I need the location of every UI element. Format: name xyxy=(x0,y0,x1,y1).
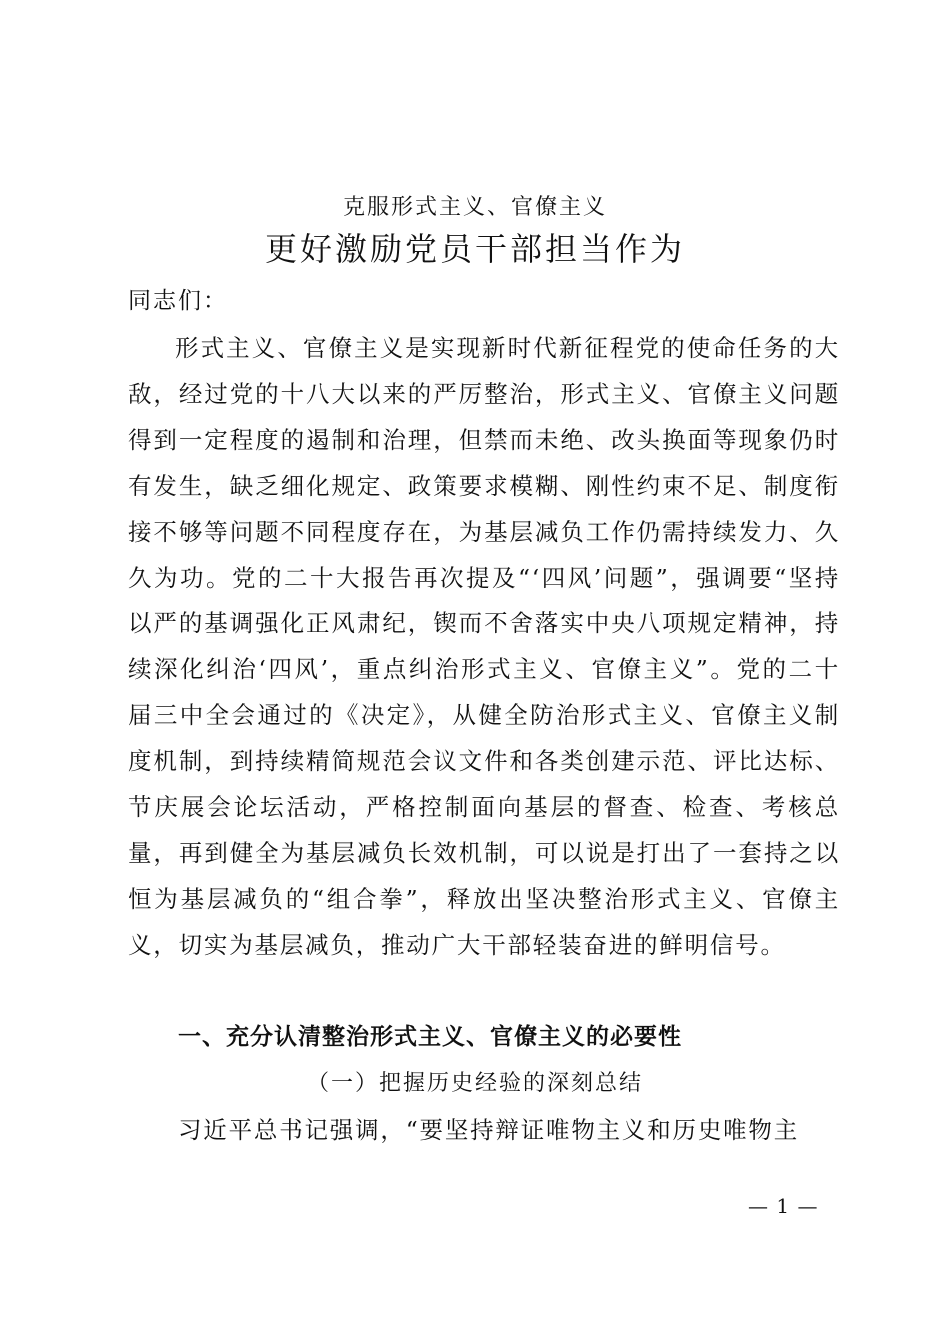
document-subtitle: 克服形式主义、官僚主义 xyxy=(342,195,607,220)
paragraph-start: 习近平总书记强调，“要坚持辩证唯物主义和历史唯物主 xyxy=(178,1116,800,1144)
salutation: 同志们： xyxy=(128,288,228,314)
document-title: 更好激励党员干部担当作为 xyxy=(264,230,685,268)
page-number: — 1 — xyxy=(748,1194,819,1218)
subsection-heading: （一）把握历史经验的深刻总结 xyxy=(306,1071,643,1096)
intro-paragraph: 形式主义、官僚主义是实现新时代新征程党的使命任务的大敌，经过党的十八大以来的严厉整治，形式主义、官僚主义问题得到一定程度的遏制和治理，但禁而未绝、改头换面等现象仍时有发生，缺乏细化规定、政策要求模糊、刚性约束不足、制度衔接不够等问题不同程度存在，为基层减负工作仍需持续发力、久久为功。党的二十大报告再次提及“‘四风’问题”，强调要“坚持以严的基调强化正风肃纪，锲而不舍落实中央八项规定精神，持续深化纠治‘四风’，重点纠治形式主义、官僚主义”。党的二十届三中全会通过的《决定》，从健全防治形式主义、官僚主义制度机制，到持续精简规范会议文件和各类创建示范、评比达标、节庆展会论坛活动，严格控制面向基层的督查、检查、考核总量，再到健全为基层减负长效机制，可以说是打出了一套持之以恒为基层减负的“组合拳”，释放出坚决整治形式主义、官僚主义，切实为基层减负，推动广大干部轻装奋进的鲜明信号。 xyxy=(128,334,840,959)
section-heading: 一、充分认清整治形式主义、官僚主义的必要性 xyxy=(178,1024,682,1050)
